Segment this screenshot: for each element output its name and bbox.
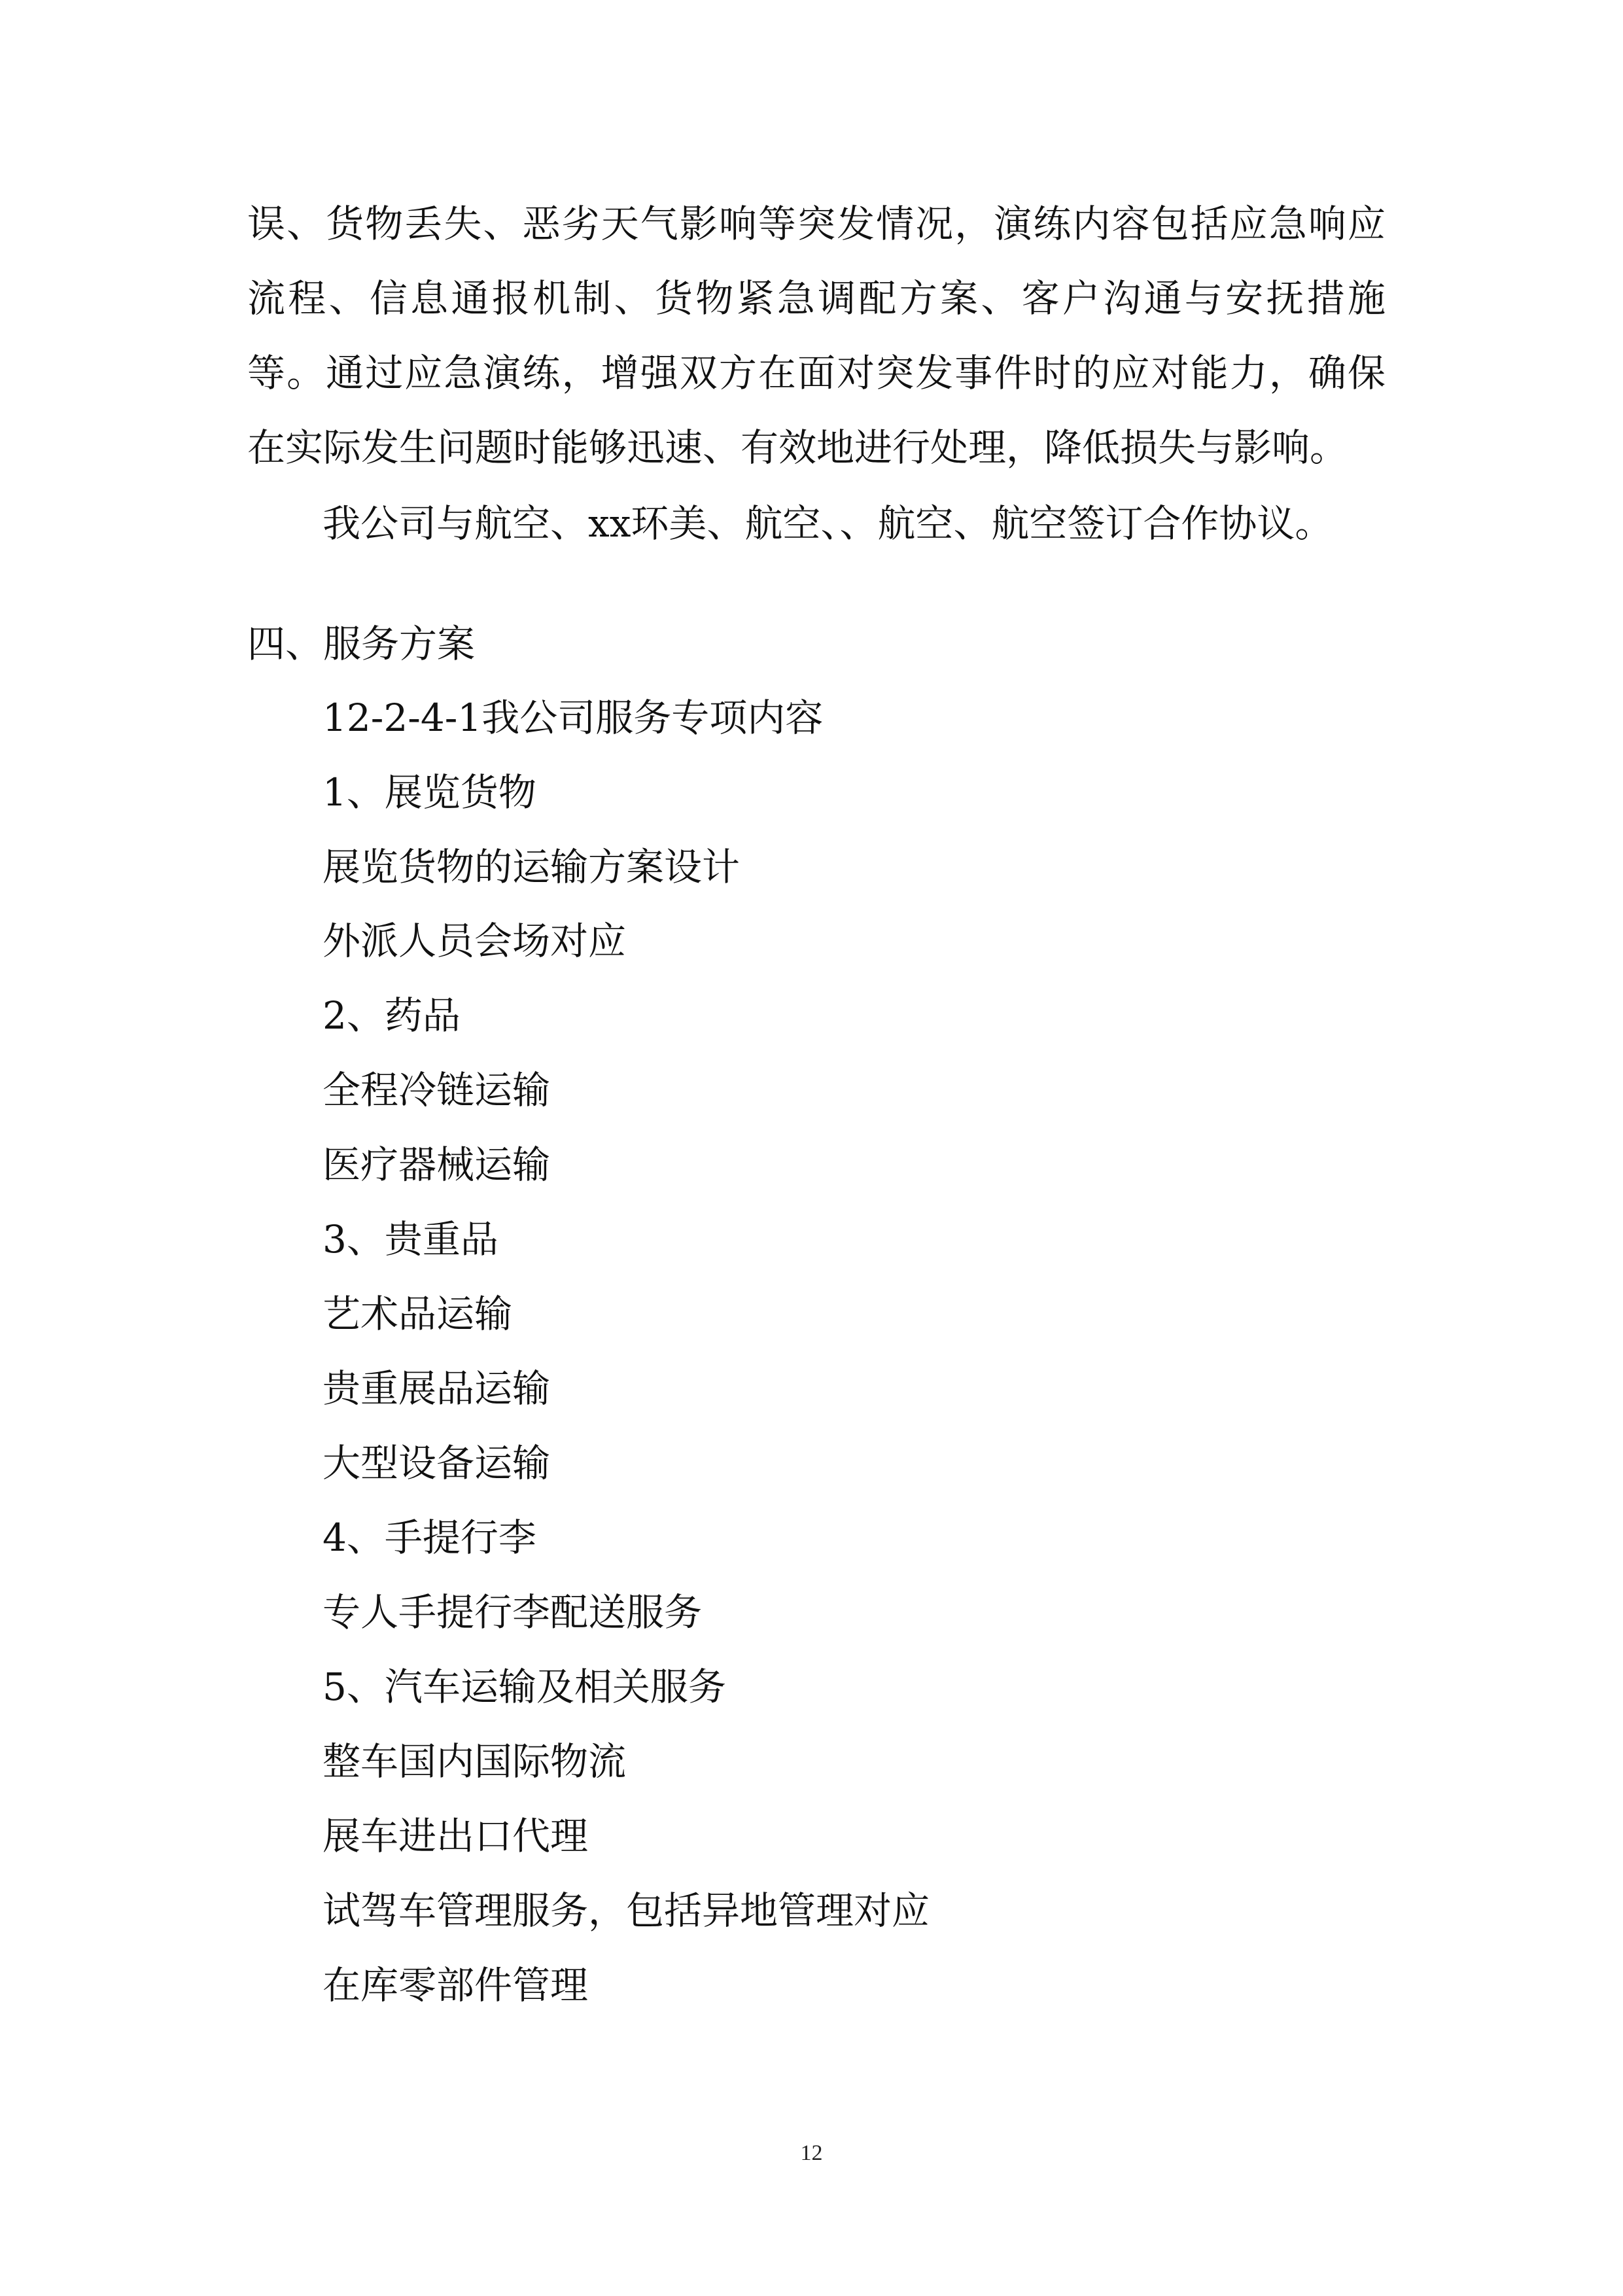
list-item: 全程冷链运输 [323, 1068, 551, 1112]
list-item: 外派人员会场对应 [323, 919, 627, 963]
list-item: 4、手提行李 [323, 1515, 536, 1560]
intro-line: 流程、信息通报机制、货物紧急调配方案、客户沟通与安抚措施 [247, 276, 1386, 321]
intro-line: 在实际发生问题时能够迅速、有效地进行处理，降低损失与影响。 [247, 425, 1348, 470]
list-item: 医疗器械运输 [323, 1142, 551, 1187]
list-item: 12-2-4-1我公司服务专项内容 [323, 696, 824, 740]
list-item: 展览货物的运输方案设计 [323, 845, 741, 889]
cooperation-line: 我公司与航空、xx环美、航空、、航空、航空签订合作协议。 [323, 501, 1333, 546]
intro-line: 误、货物丢失、恶劣天气影响等突发情况，演练内容包括应急响应 [247, 202, 1386, 246]
list-item: 3、贵重品 [323, 1217, 498, 1262]
list-item: 艺术品运输 [323, 1292, 513, 1336]
list-item: 5、汽车运输及相关服务 [323, 1665, 726, 1709]
list-item: 展车进出口代理 [323, 1814, 589, 1858]
list-item: 贵重展品运输 [323, 1366, 551, 1411]
intro-paragraph [247, 186, 1386, 485]
section-heading: 四、服务方案 [247, 622, 476, 666]
list-item: 1、展览货物 [323, 770, 536, 815]
list-item: 试驾车管理服务，包括异地管理对应 [323, 1888, 930, 1933]
list-item: 在库零部件管理 [323, 1963, 589, 2007]
list-item: 专人手提行李配送服务 [323, 1590, 703, 1634]
page-number: 12 [800, 2141, 823, 2165]
intro-line: 等。通过应急演练，增强双方在面对突发事件时的应对能力，确保 [247, 351, 1386, 395]
list-item: 大型设备运输 [323, 1441, 551, 1485]
list-item: 整车国内国际物流 [323, 1739, 627, 1784]
list-item: 2、药品 [323, 993, 461, 1038]
